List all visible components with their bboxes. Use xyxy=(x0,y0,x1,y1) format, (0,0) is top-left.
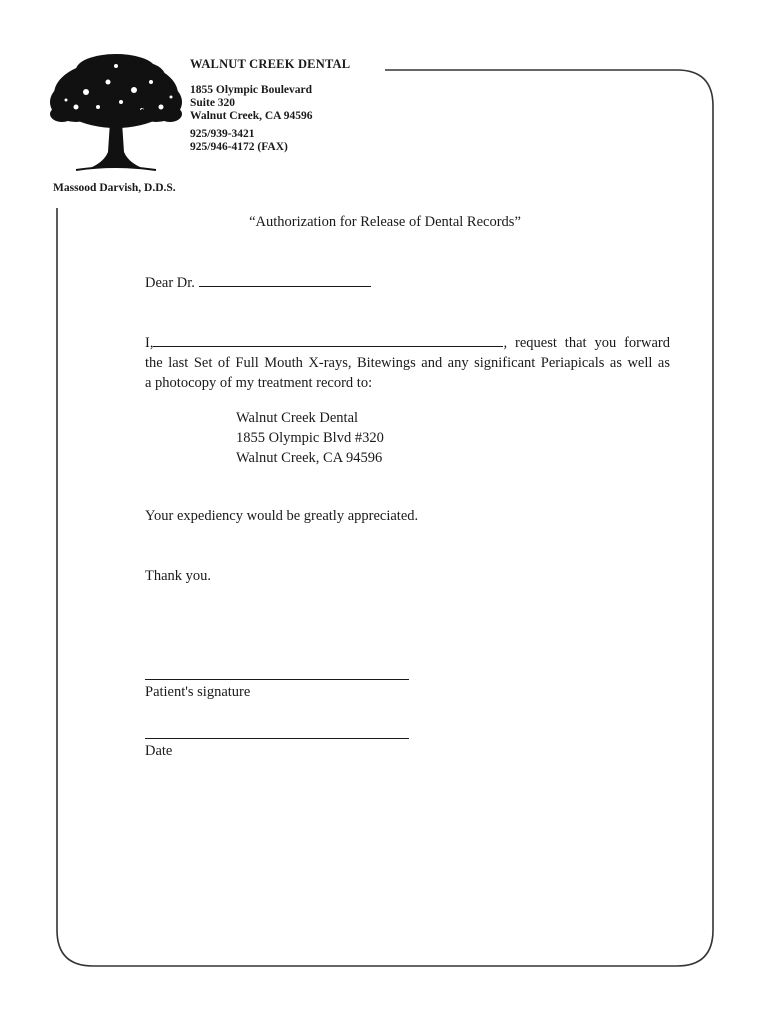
request-line3: a photocopy of my treatment record to: xyxy=(145,375,373,391)
phone-number: 925/939-3421 xyxy=(190,128,255,140)
signature-line[interactable] xyxy=(145,679,409,680)
thank-you: Thank you. xyxy=(145,568,212,584)
address-line: 1855 Olympic Boulevard xyxy=(190,84,313,96)
fax-number: 925/946-4172 (FAX) xyxy=(190,141,288,153)
doctor-name: Massood Darvish, D.D.S. xyxy=(53,182,176,194)
doctor-name-blank[interactable] xyxy=(199,272,371,287)
letterhead xyxy=(190,58,350,154)
address-line: Walnut Creek, CA 94596 xyxy=(190,110,313,122)
recipient-line: Walnut Creek, CA 94596 xyxy=(236,450,383,466)
request-prefix: I, xyxy=(145,335,154,351)
address-line: Suite 320 xyxy=(190,97,236,109)
recipient-line: 1855 Olympic Blvd #320 xyxy=(236,430,384,446)
document-title: “Authorization for Release of Dental Records” xyxy=(249,214,521,230)
date-label: Date xyxy=(145,743,173,759)
date-line[interactable] xyxy=(145,738,409,739)
request-line1-suffix: , request that you forward xyxy=(503,335,670,351)
recipient-line: Walnut Creek Dental xyxy=(236,410,359,426)
salutation-text: Dear Dr. xyxy=(145,275,195,291)
recipient-address xyxy=(236,408,384,468)
firm-address xyxy=(190,84,350,123)
signature-label: Patient's signature xyxy=(145,684,251,700)
firm-name: WALNUT CREEK DENTAL xyxy=(190,57,351,71)
request-paragraph xyxy=(145,332,670,393)
patient-name-blank[interactable] xyxy=(153,332,503,347)
request-line2: the last Set of Full Mouth X-rays, Bitewings and any significant Periapicals as well as xyxy=(145,355,670,371)
salutation xyxy=(145,272,371,292)
expediency-note: Your expediency would be greatly appreciated. xyxy=(145,508,419,524)
tree-logo xyxy=(46,52,186,178)
